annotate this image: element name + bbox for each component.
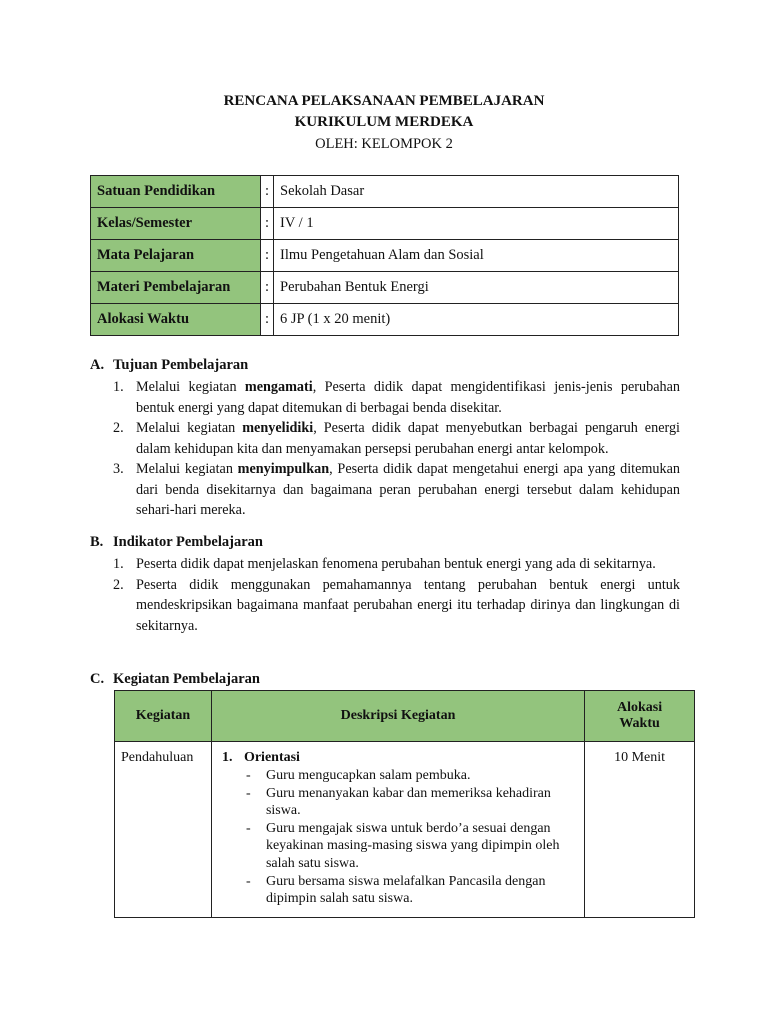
info-value: 6 JP (1 x 20 menit) [274, 304, 679, 336]
info-label: Satuan Pendidikan [91, 176, 261, 208]
info-label: Materi Pembelajaran [91, 272, 261, 304]
list-item [242, 873, 578, 908]
tujuan-list [110, 377, 680, 521]
list-item [110, 575, 680, 637]
info-row [91, 208, 679, 240]
info-value: Sekolah Dasar [274, 176, 679, 208]
item-keyword: mengamati [244, 379, 313, 395]
info-table [90, 175, 679, 336]
header-deskripsi: Deskripsi Kegiatan [211, 691, 584, 742]
item-text: Melalui kegiatan [136, 461, 238, 477]
step-heading [222, 750, 578, 766]
item-number: 1. [113, 556, 124, 572]
document-title: RENCANA PELAKSANAAN PEMBELAJARAN [223, 93, 545, 109]
section-letter: A. [90, 357, 105, 373]
info-separator: : [261, 272, 274, 304]
item-text: , Peserta didik dapat mengetahui energi apa yang ditemukan dari benda disekitarnya dan bagaimana peran perubahan energi tersebut dalam kehidupan sehari-hari mereka. [136, 461, 681, 518]
header-alokasi: Alokasi Waktu [585, 691, 695, 742]
dash-marker: - [245, 768, 251, 783]
list-item [242, 785, 578, 820]
document-subtitle: KURIKULUM MERDEKA [294, 114, 474, 130]
list-item [242, 820, 578, 873]
item-text: , Peserta didik dapat mengidentifikasi jenis-jenis perubahan bentuk energi yang dapat ditemukan di berbagai benda disekitar. [136, 379, 680, 416]
document-author: OLEH: KELOMPOK 2 [315, 136, 453, 152]
section-title: Indikator Pembelajaran [113, 534, 263, 550]
item-keyword: menyimpulkan [237, 461, 330, 477]
cell-alokasi: 10 Menit [585, 742, 695, 918]
kegiatan-table [114, 690, 695, 918]
item-text: Melalui kegiatan [136, 379, 245, 395]
step-bullets [242, 767, 578, 908]
section-letter: C. [90, 671, 105, 687]
section-c-heading [90, 671, 260, 688]
list-item [110, 377, 680, 418]
table-row [115, 742, 695, 918]
table-header-row [115, 691, 695, 742]
info-label: Kelas/Semester [91, 208, 261, 240]
section-title: Tujuan Pembelajaran [113, 357, 249, 373]
info-value: Ilmu Pengetahuan Alam dan Sosial [274, 240, 679, 272]
info-separator: : [261, 208, 274, 240]
info-row [91, 240, 679, 272]
item-keyword: menyelidiki [242, 420, 314, 436]
item-text: Melalui kegiatan [136, 420, 243, 436]
dash-marker: - [245, 785, 251, 801]
header-kegiatan: Kegiatan [115, 691, 212, 742]
bullet-text: Guru mengajak siswa untuk berdo’a sesuai dengan keyakinan masing-masing siswa yang dipimpin oleh salah satu siswa. [265, 820, 560, 871]
info-value: Perubahan Bentuk Energi [274, 272, 679, 304]
bullet-text: Guru menanyakan kabar dan memeriksa kehadiran siswa. [265, 785, 551, 819]
item-number: 2. [113, 576, 124, 593]
step-title: Orientasi [243, 750, 300, 765]
indikator-list [110, 554, 680, 636]
dash-marker: - [245, 873, 251, 889]
step-number: 1. [221, 750, 233, 765]
section-b-heading [90, 534, 263, 551]
item-text: Peserta didik menggunakan pemahamannya tentang perubahan bentuk energi untuk mendeskripsikan bagaimana manfaat perubahan energi itu terhadap dirinya dan lingkungan di sekitarnya. [136, 576, 680, 634]
item-text: Peserta didik dapat menjelaskan fenomena perubahan bentuk energi yang ada di sekitarnya. [136, 556, 656, 572]
bullet-text: Guru mengucapkan salam pembuka. [265, 768, 471, 783]
list-item [110, 418, 680, 459]
section-title: Kegiatan Pembelajaran [113, 671, 260, 687]
info-value: IV / 1 [274, 208, 679, 240]
section-letter: B. [90, 534, 104, 550]
item-number: 3. [113, 461, 124, 477]
bullet-text: Guru bersama siswa melafalkan Pancasila dengan dipimpin salah satu siswa. [265, 873, 546, 907]
item-number: 2. [113, 420, 124, 436]
section-a-heading [90, 357, 248, 374]
info-row [91, 304, 679, 336]
cell-deskripsi [211, 742, 584, 918]
info-separator: : [261, 176, 274, 208]
list-item [110, 459, 680, 521]
list-item [110, 554, 680, 575]
info-separator: : [261, 304, 274, 336]
item-number: 1. [113, 379, 124, 395]
list-item [242, 767, 578, 785]
dash-marker: - [245, 820, 251, 836]
info-row [91, 176, 679, 208]
info-row [91, 272, 679, 304]
info-label: Alokasi Waktu [91, 304, 261, 336]
info-separator: : [261, 240, 274, 272]
cell-kegiatan: Pendahuluan [115, 742, 212, 918]
item-text: , Peserta didik dapat menyebutkan berbagai pengaruh energi dalam kehidupan kita dan menyamakan persepsi perubahan energi antar kelompok. [136, 420, 680, 457]
info-label: Mata Pelajaran [91, 240, 261, 272]
